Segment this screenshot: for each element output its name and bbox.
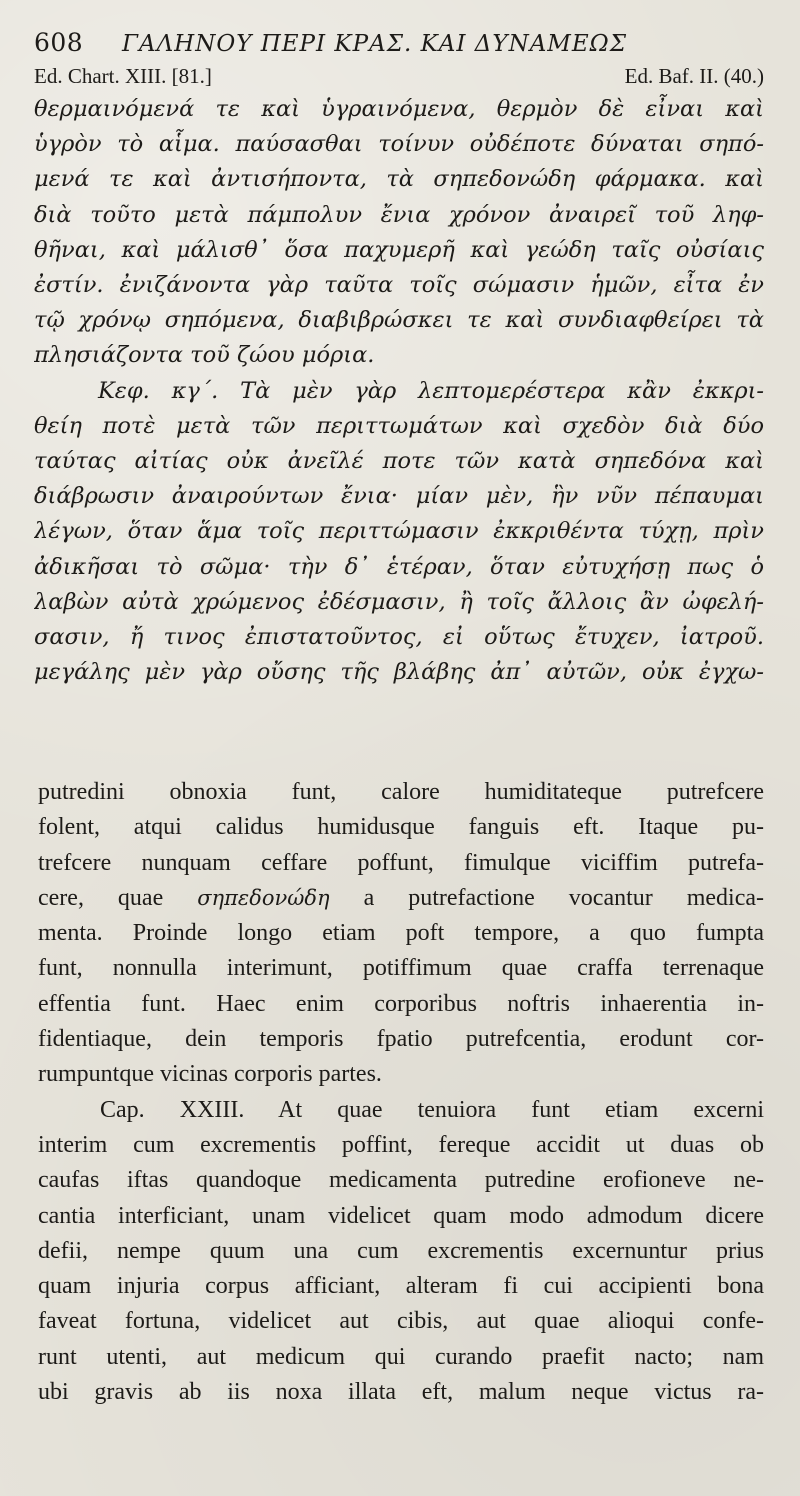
latin-chapter-label: Cap. XXIII. bbox=[100, 1096, 245, 1123]
latin-line: quam injuria corpus afficiant, alteram fi cui accipienti bona bbox=[38, 1273, 764, 1300]
latin-line: runt utenti, aut medicum qui curando praefit nacto; nam bbox=[38, 1343, 764, 1370]
latin-line: trefcere nunquam ceffare poffunt, fimulque viciffim putrefa- bbox=[38, 849, 764, 876]
edition-left: Ed. Chart. XIII. [81.] bbox=[34, 64, 212, 88]
greek-line: ἐστίν. ἐνιζάνοντα γὰρ ταῦτα τοῖς σώμασιν ἡμῶν, εἶτα ἐν bbox=[34, 272, 764, 299]
latin-line: cantia interficiant, unam videlicet quam modo admodum dicere bbox=[38, 1202, 764, 1229]
latin-line-with-greek bbox=[38, 881, 764, 916]
greek-term: σηπεδονώδη bbox=[197, 885, 330, 910]
greek-line: Τὰ μὲν γὰρ λεπτομερέστερα κἂν ἐκκρι- bbox=[240, 377, 764, 404]
greek-text-block bbox=[34, 92, 764, 690]
latin-line: menta. Proinde longo etiam poft tempore, a quo fumpta bbox=[38, 920, 764, 947]
edition-references bbox=[34, 64, 764, 90]
greek-line: σασιν, ἤ τινος ἐπιστατοῦντος, εἰ οὕτως ἔτυχεν, ἰατροῦ. bbox=[34, 624, 764, 651]
latin-fragment: a putrefactione vocantur medica- bbox=[363, 884, 764, 911]
latin-line: defii, nempe quum una cum excrementis excernuntur prius bbox=[38, 1237, 764, 1264]
greek-line: ταύτας αἰτίας οὐκ ἀνεῖλέ ποτε τῶν κατὰ σηπεδόνα καὶ bbox=[34, 448, 764, 475]
latin-line: interim cum excrementis poffint, fereque accidit ut duas ob bbox=[38, 1131, 764, 1158]
greek-line: μεγάλης μὲν γὰρ οὔσης τῆς βλάβης ἀπ᾽ αὐτῶν, οὐκ ἐγχω- bbox=[34, 659, 764, 686]
latin-line: putredini obnoxia funt, calore humiditateque putrefcere bbox=[38, 779, 764, 805]
latin-line: effentia funt. Haec enim corporibus noftris inhaerentia in- bbox=[38, 990, 764, 1017]
latin-line: fidentiaque, dein temporis fpatio putrefcentia, erodunt cor- bbox=[38, 1026, 764, 1053]
greek-line: διάβρωσιν ἀναιρούντων ἔνια· μίαν μὲν, ἣν νῦν πέπαυμαι bbox=[34, 483, 764, 510]
greek-line: λέγων, ὅταν ἅμα τοῖς περιττώμασιν ἐκκριθέντα τύχῃ, πρὶν bbox=[34, 518, 764, 545]
greek-line: θῆναι, καὶ μάλισθ᾽ ὅσα παχυμερῆ καὶ γεώδη ταῖς οὐσίαις bbox=[34, 236, 764, 263]
greek-chapter-label: Κεφ. κγ΄. bbox=[98, 377, 219, 404]
latin-fragment: cere, quae bbox=[38, 884, 164, 911]
latin-line: rumpuntque vicinas corporis partes. bbox=[38, 1061, 382, 1088]
greek-line: λαβὼν αὐτὰ χρώμενος ἐδέσμασιν, ἢ τοῖς ἄλλοις ἂν ὠφελή- bbox=[34, 588, 764, 615]
greek-line: μενά τε καὶ ἀντισήποντα, τὰ σηπεδονώδη φάρμακα. καὶ bbox=[34, 166, 764, 193]
latin-line: funt, nonnulla interimunt, potiffimum quae craffa terrenaque bbox=[38, 955, 764, 982]
latin-line: At quae tenuiora funt etiam excerni bbox=[278, 1096, 764, 1123]
greek-chapter-heading-line bbox=[34, 374, 764, 409]
greek-line: ἀδικῆσαι τὸ σῶμα· τὴν δ᾽ ἑτέραν, ὅταν εὐτυχήσῃ πως ὁ bbox=[34, 553, 764, 580]
page-number: 608 bbox=[34, 28, 84, 57]
greek-line: ὑγρὸν τὸ αἷμα. παύσασθαι τοίνυν οὐδέποτε δύναται σηπό- bbox=[34, 131, 764, 158]
latin-line: faveat fortuna, videlicet aut cibis, aut quae alioqui confe- bbox=[38, 1308, 764, 1335]
latin-text-block bbox=[38, 775, 764, 1410]
greek-line: διὰ τοῦτο μετὰ πάμπολυν ἔνια χρόνον ἀναιρεῖ τοῦ ληφ- bbox=[34, 201, 764, 228]
latin-line: ubi gravis ab iis noxa illata eft, malum neque victus ra- bbox=[38, 1379, 764, 1406]
edition-right: Ed. Baf. II. (40.) bbox=[624, 64, 764, 88]
latin-line: folent, atqui calidus humidusque fanguis eft. Itaque pu- bbox=[38, 814, 764, 841]
greek-line: θερμαινόμενά τε καὶ ὑγραινόμενα, θερμὸν δὲ εἶναι καὶ bbox=[34, 96, 764, 122]
greek-line: θείη ποτὲ μετὰ τῶν περιττωμάτων καὶ σχεδὸν διὰ δύο bbox=[34, 412, 764, 439]
latin-chapter-heading-line bbox=[38, 1093, 764, 1128]
running-title: ΓΑΛΗΝΟΥ ΠΕΡΙ ΚΡΑΣ. ΚΑΙ ΔΥΝΑΜΕΩΣ bbox=[122, 31, 627, 57]
latin-line: caufas iftas quandoque medicamenta putredine erofioneve ne- bbox=[38, 1167, 764, 1194]
greek-line: πλησιάζοντα τοῦ ζώου μόρια. bbox=[34, 342, 375, 369]
running-head bbox=[34, 28, 764, 66]
greek-line: τῷ χρόνῳ σηπόμενα, διαβιβρώσκει τε καὶ συνδιαφθείρει τὰ bbox=[34, 307, 764, 334]
